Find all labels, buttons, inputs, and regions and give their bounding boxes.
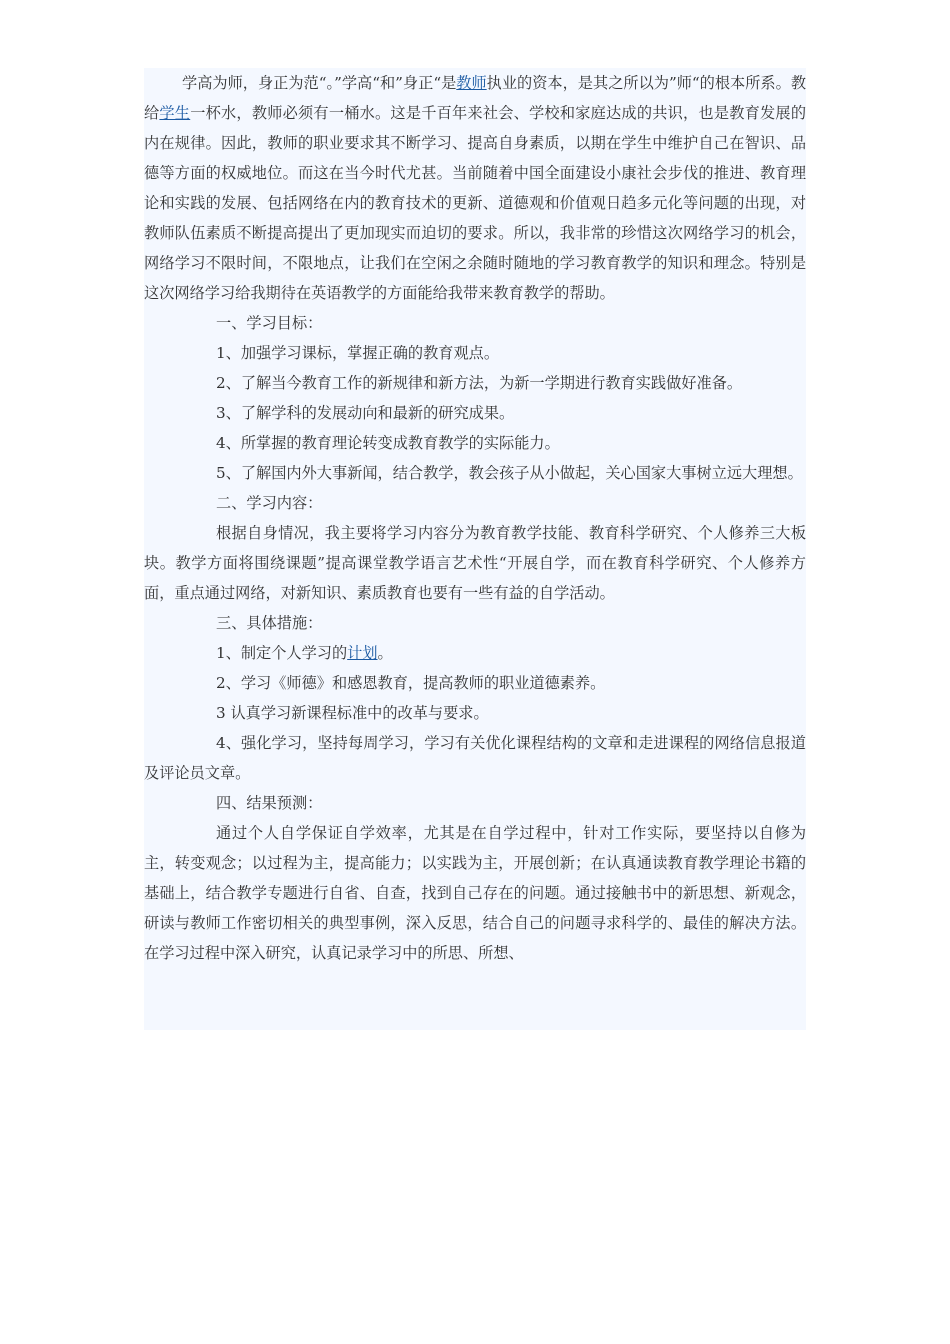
student-link[interactable]: 学生 xyxy=(159,104,191,122)
goal-item: 3、了解学科的发展动向和最新的研究成果。 xyxy=(216,404,515,422)
measure-item: 3 认真学习新课程标准中的改革与要求。 xyxy=(216,704,489,722)
measure-item: 4、强化学习，坚持每周学习，学习有关优化课程结构的文章和走进课程的网络信息报道及评论员文章。 xyxy=(144,734,806,782)
section-heading-content: 二、学习内容： xyxy=(216,494,323,512)
section-heading-goals: 一、学习目标： xyxy=(216,314,323,332)
section-heading-measures: 三、具体措施： xyxy=(216,614,323,632)
plan-link[interactable]: 计划 xyxy=(347,644,378,662)
teacher-link[interactable]: 教师 xyxy=(456,74,487,92)
goal-item: 5、了解国内外大事新闻，结合教学，教会孩子从小做起，关心国家大事树立远大理想。 xyxy=(216,464,803,482)
measure-item: 1、制定个人学习的计划。 xyxy=(216,644,393,662)
measure-item: 2、学习《师德》和感恩教育，提高教师的职业道德素养。 xyxy=(216,674,606,692)
goal-item: 1、加强学习课标，掌握正确的教育观点。 xyxy=(216,344,500,362)
section-heading-results: 四、结果预测： xyxy=(216,794,323,812)
results-paragraph: 通过个人自学保证自学效率，尤其是在自学过程中，针对工作实际，要坚持以自修为主，转变观念；以过程为主，提高能力；以实践为主，开展创新；在认真通读教育教学理论书籍的基础上，结合教学专题进行自省、自查，找到自己存在的问题。通过接触书中的新思想、新观念，研读与教师工作密切相关的典型事例，深入反思，结合自己的问题寻求科学的、最佳的解决方法。在学习过程中深入研究，认真记录学习中的所思、所想、 xyxy=(144,824,806,962)
goal-item: 4、所掌握的教育理论转变成教育教学的实际能力。 xyxy=(216,434,560,452)
goal-item: 2、了解当今教育工作的新规律和新方法，为新一学期进行教育实践做好准备。 xyxy=(216,374,743,392)
document-body xyxy=(144,68,806,1030)
intro-paragraph: 学高为师，身正为范“。”学高“和”身正“是教师执业的资本，是其之所以为”师“的根本所系。教给学生一杯水，教师必须有一桶水。这是千百年来社会、学校和家庭达成的共识，也是教育发展的内在规律。因此，教师的职业要求其不断学习、提高自身素质，以期在学生中维护自己在智识、品德等方面的权威地位。而这在当今时代尤甚。当前随着中国全面建设小康社会步伐的推进、教育理论和实践的发展、包括网络在内的教育技术的更新、道德观和价值观日趋多元化等问题的出现，对教师队伍素质不断提高提出了更加现实而迫切的要求。所以，我非常的珍惜这次网络学习的机会，网络学习不限时间，不限地点，让我们在空闲之余随时随地的学习教育教学的知识和理念。特别是这次网络学习给我期待在英语教学的方面能给我带来教育教学的帮助。 xyxy=(144,74,806,302)
content-paragraph: 根据自身情况，我主要将学习内容分为教育教学技能、教育科学研究、个人修养三大板块。教学方面将围绕课题”提高课堂教学语言艺术性“开展自学，而在教育科学研究、个人修养方面，重点通过网络，对新知识、素质教育也要有一些有益的自学活动。 xyxy=(144,524,806,602)
